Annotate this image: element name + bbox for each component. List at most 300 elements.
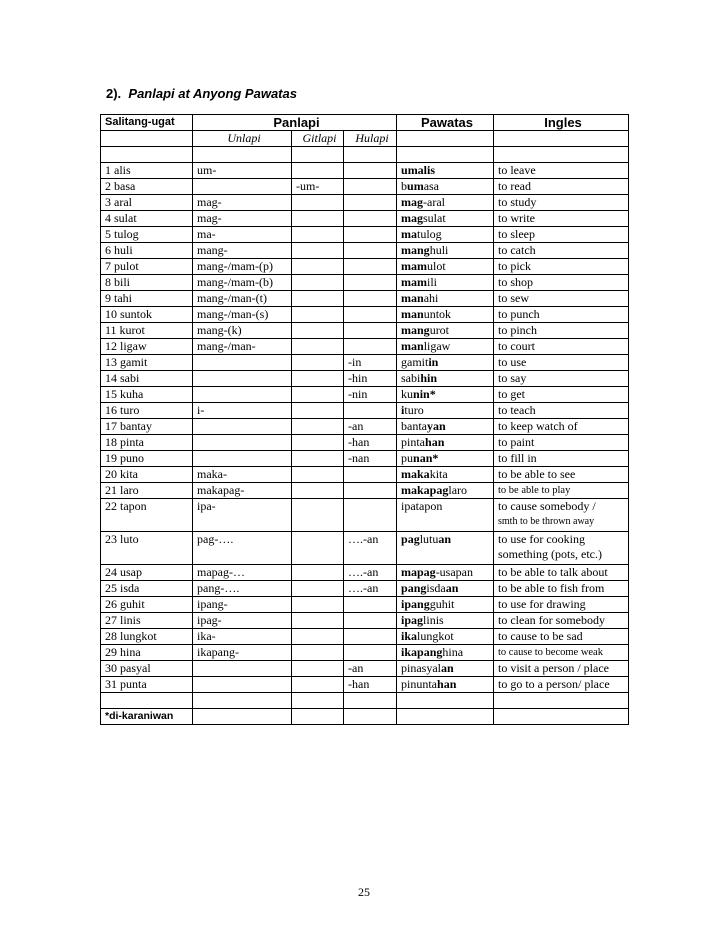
cell-english <box>494 661 629 677</box>
table-row <box>101 387 629 403</box>
cell-english <box>494 645 629 661</box>
cell-hulapi <box>344 613 397 629</box>
cell-pawatas <box>397 451 494 467</box>
cell-root: 15 kuha <box>101 387 193 403</box>
affix-segment: man <box>401 307 424 321</box>
table-row <box>101 195 629 211</box>
table-row <box>101 291 629 307</box>
cell-hulapi <box>344 323 397 339</box>
cell-root: 26 guhit <box>101 597 193 613</box>
cell-unlapi: ma- <box>193 227 292 243</box>
cell-unlapi <box>193 451 292 467</box>
cell-pawatas <box>397 371 494 387</box>
cell-unlapi: pag-…. <box>193 532 292 565</box>
cell-gitlapi <box>292 435 344 451</box>
affix-segment: hin <box>420 371 438 385</box>
english-line: to cause to be sad <box>498 629 583 643</box>
root-segment: ligaw <box>423 339 451 353</box>
cell-english <box>494 613 629 629</box>
section-heading <box>106 86 297 101</box>
cell-english <box>494 275 629 291</box>
english-line: to be able to play <box>498 485 571 496</box>
affix-segment: man <box>401 291 424 305</box>
cell-english <box>494 195 629 211</box>
cell-gitlapi <box>292 227 344 243</box>
table-row <box>101 179 629 195</box>
table-row <box>101 355 629 371</box>
root-segment: tulog <box>417 227 442 241</box>
cell-gitlapi <box>292 419 344 435</box>
cell-gitlapi <box>292 307 344 323</box>
root-segment: sabi <box>401 371 421 385</box>
cell-gitlapi <box>292 483 344 499</box>
root-segment: huli <box>429 243 449 257</box>
cell-pawatas <box>397 195 494 211</box>
cell-root: 27 linis <box>101 613 193 629</box>
affix-segment: makapag <box>401 483 449 497</box>
cell-unlapi: ipa- <box>193 499 292 532</box>
table-row <box>101 275 629 291</box>
root-segment: guhit <box>429 597 455 611</box>
cell-hulapi: -an <box>344 419 397 435</box>
english-line: to keep watch of <box>498 419 578 433</box>
cell-pawatas <box>397 565 494 581</box>
cell-unlapi <box>193 677 292 693</box>
cell-pawatas <box>397 645 494 661</box>
table-row <box>101 532 629 565</box>
table-row <box>101 661 629 677</box>
cell-english <box>494 419 629 435</box>
cell-unlapi: ikapang- <box>193 645 292 661</box>
cell-english <box>494 259 629 275</box>
cell-english <box>494 629 629 645</box>
cell-unlapi: mang-(k) <box>193 323 292 339</box>
cell-gitlapi <box>292 323 344 339</box>
cell-pawatas <box>397 339 494 355</box>
cell-gitlapi: -um- <box>292 179 344 195</box>
root-segment: pinasyal <box>401 661 442 675</box>
cell-gitlapi <box>292 211 344 227</box>
table-row <box>101 339 629 355</box>
cell-pawatas <box>397 661 494 677</box>
cell-gitlapi <box>292 565 344 581</box>
english-line: to use <box>498 355 527 369</box>
affix-segment: yan <box>427 419 446 433</box>
subheader-gitlapi: Gitlapi <box>292 131 344 147</box>
cell-gitlapi <box>292 451 344 467</box>
root-segment: urot <box>429 323 450 337</box>
cell-english <box>494 291 629 307</box>
cell-root: 12 ligaw <box>101 339 193 355</box>
subheader-hulapi: Hulapi <box>344 131 397 147</box>
footnote-row <box>101 709 629 725</box>
footnote-label: *di-karaniwan <box>101 709 193 725</box>
cell-root: 16 turo <box>101 403 193 419</box>
english-line: to study <box>498 195 537 209</box>
root-segment: pinunta <box>401 677 438 691</box>
cell-hulapi: -nin <box>344 387 397 403</box>
cell-gitlapi <box>292 677 344 693</box>
cell-pawatas <box>397 435 494 451</box>
english-line: to write <box>498 211 536 225</box>
root-segment: turo <box>404 403 424 417</box>
cell-unlapi: um- <box>193 163 292 179</box>
table-row <box>101 259 629 275</box>
cell-english <box>494 371 629 387</box>
affix-segment: an <box>445 581 459 595</box>
cell-english <box>494 597 629 613</box>
affix-table <box>100 114 629 725</box>
cell-gitlapi <box>292 387 344 403</box>
root-segment: linis <box>423 613 444 627</box>
cell-english <box>494 565 629 581</box>
cell-gitlapi <box>292 243 344 259</box>
cell-hulapi <box>344 307 397 323</box>
affix-segment: man <box>401 339 424 353</box>
english-line: to say <box>498 371 527 385</box>
cell-hulapi: -han <box>344 435 397 451</box>
table-row <box>101 163 629 179</box>
table-row <box>101 435 629 451</box>
english-line: to be able to fish from <box>498 581 605 595</box>
cell-root: 1 alis <box>101 163 193 179</box>
cell-english <box>494 532 629 565</box>
header-row <box>101 115 629 131</box>
english-line: to teach <box>498 403 536 417</box>
cell-hulapi: -hin <box>344 371 397 387</box>
cell-unlapi <box>193 179 292 195</box>
cell-pawatas <box>397 291 494 307</box>
cell-pawatas <box>397 677 494 693</box>
root-segment: ipatapon <box>401 499 443 513</box>
cell-english <box>494 451 629 467</box>
cell-english <box>494 581 629 597</box>
english-line: to fill in <box>498 451 537 465</box>
english-line: to punch <box>498 307 540 321</box>
cell-unlapi: ipang- <box>193 597 292 613</box>
cell-unlapi: mang-/mam-(b) <box>193 275 292 291</box>
cell-pawatas <box>397 419 494 435</box>
root-segment: isda <box>426 581 446 595</box>
english-line: to go to a person/ place <box>498 677 610 691</box>
cell-pawatas <box>397 581 494 597</box>
root-segment: gamit <box>401 355 429 369</box>
cell-gitlapi <box>292 291 344 307</box>
cell-hulapi: -nan <box>344 451 397 467</box>
english-line: to get <box>498 387 526 401</box>
english-line: to court <box>498 339 536 353</box>
cell-gitlapi <box>292 613 344 629</box>
subheader-unlapi: Unlapi <box>193 131 292 147</box>
english-line: to catch <box>498 243 536 257</box>
english-line: to visit a person / place <box>498 661 609 675</box>
cell-gitlapi <box>292 403 344 419</box>
cell-root: 18 pinta <box>101 435 193 451</box>
cell-hulapi <box>344 499 397 532</box>
english-line: to pick <box>498 259 532 273</box>
affix-segment: um <box>407 179 424 193</box>
cell-gitlapi <box>292 339 344 355</box>
english-line: to leave <box>498 163 536 177</box>
cell-pawatas <box>397 275 494 291</box>
root-segment: -aral <box>423 195 445 209</box>
cell-root: 22 tapon <box>101 499 193 532</box>
affix-segment: ika <box>401 629 418 643</box>
cell-hulapi: -han <box>344 677 397 693</box>
root-segment: asa <box>423 179 440 193</box>
cell-unlapi: ipag- <box>193 613 292 629</box>
english-line: to sleep <box>498 227 536 241</box>
table-row <box>101 581 629 597</box>
cell-hulapi <box>344 339 397 355</box>
cell-hulapi: ….-an <box>344 532 397 565</box>
cell-root: 6 huli <box>101 243 193 259</box>
affix-segment: pang <box>401 581 427 595</box>
cell-pawatas <box>397 259 494 275</box>
root-segment: lutu <box>419 532 439 546</box>
english-line: to clean for somebody <box>498 613 605 627</box>
cell-unlapi: mang-/man-(t) <box>193 291 292 307</box>
cell-pawatas <box>397 597 494 613</box>
spacer-row <box>101 147 629 163</box>
table-row <box>101 677 629 693</box>
subheader-empty <box>397 131 494 147</box>
affix-segment: an <box>438 532 452 546</box>
affix-segment: umalis <box>401 163 436 177</box>
cell-pawatas <box>397 307 494 323</box>
english-line: to cause somebody / <box>498 499 596 513</box>
cell-english <box>494 323 629 339</box>
cell-gitlapi <box>292 629 344 645</box>
subheader-empty <box>101 131 193 147</box>
affix-segment: mag <box>401 211 424 225</box>
cell-unlapi <box>193 355 292 371</box>
english-line: smth to be thrown away <box>498 516 595 527</box>
root-segment: untok <box>423 307 452 321</box>
header-ingles: Ingles <box>494 115 629 131</box>
cell-root: 14 sabi <box>101 371 193 387</box>
root-segment: sulat <box>423 211 446 225</box>
affix-segment: mam <box>401 275 428 289</box>
table-row <box>101 467 629 483</box>
cell-english <box>494 467 629 483</box>
cell-unlapi: pang-…. <box>193 581 292 597</box>
root-segment: ulot <box>427 259 446 273</box>
english-line: to shop <box>498 275 534 289</box>
cell-root: 9 tahi <box>101 291 193 307</box>
cell-hulapi <box>344 403 397 419</box>
cell-gitlapi <box>292 275 344 291</box>
cell-pawatas <box>397 163 494 179</box>
cell-hulapi <box>344 259 397 275</box>
cell-english <box>494 677 629 693</box>
root-segment: banta <box>401 419 428 433</box>
affix-segment: mam <box>401 259 428 273</box>
cell-hulapi <box>344 227 397 243</box>
affix-segment: an <box>441 661 454 675</box>
table-row <box>101 243 629 259</box>
english-line: to use for drawing <box>498 597 586 611</box>
cell-hulapi: -an <box>344 661 397 677</box>
affix-segment: han <box>437 677 457 691</box>
section-title: Panlapi at Anyong Pawatas <box>128 86 297 101</box>
cell-hulapi <box>344 179 397 195</box>
cell-pawatas <box>397 355 494 371</box>
affix-segment: i <box>401 403 405 417</box>
cell-gitlapi <box>292 645 344 661</box>
cell-english <box>494 435 629 451</box>
affix-segment: maka <box>401 467 430 481</box>
cell-unlapi: makapag- <box>193 483 292 499</box>
cell-hulapi <box>344 483 397 499</box>
cell-pawatas <box>397 629 494 645</box>
header-panlapi: Panlapi <box>193 115 397 131</box>
cell-english <box>494 243 629 259</box>
cell-root: 4 sulat <box>101 211 193 227</box>
cell-unlapi: mang- <box>193 243 292 259</box>
affix-segment: han <box>425 435 445 449</box>
cell-unlapi: i- <box>193 403 292 419</box>
header-pawatas: Pawatas <box>397 115 494 131</box>
cell-english <box>494 403 629 419</box>
cell-hulapi <box>344 211 397 227</box>
affix-segment: ma <box>401 227 418 241</box>
cell-pawatas <box>397 179 494 195</box>
cell-gitlapi <box>292 195 344 211</box>
cell-root: 24 usap <box>101 565 193 581</box>
cell-gitlapi <box>292 532 344 565</box>
english-line: to use for cooking <box>498 532 585 546</box>
table-row <box>101 403 629 419</box>
cell-hulapi: ….-an <box>344 565 397 581</box>
table-row <box>101 371 629 387</box>
header-salitang-ugat: Salitang-ugat <box>101 115 193 131</box>
cell-pawatas <box>397 499 494 532</box>
root-segment: laro <box>448 483 468 497</box>
cell-gitlapi <box>292 371 344 387</box>
cell-english <box>494 355 629 371</box>
cell-pawatas <box>397 467 494 483</box>
cell-pawatas <box>397 483 494 499</box>
cell-root: 31 punta <box>101 677 193 693</box>
table-row <box>101 645 629 661</box>
cell-gitlapi <box>292 499 344 532</box>
cell-english <box>494 211 629 227</box>
affix-segment: mang <box>401 243 430 257</box>
cell-root: 7 pulot <box>101 259 193 275</box>
affix-segment: ipag <box>401 613 424 627</box>
affix-segment: ikapang <box>401 645 443 659</box>
english-line: something (pots, etc.) <box>498 547 602 561</box>
table-row <box>101 499 629 532</box>
affix-segment: nan* <box>413 451 439 465</box>
cell-unlapi: mang-/man- <box>193 339 292 355</box>
cell-root: 20 kita <box>101 467 193 483</box>
cell-hulapi <box>344 597 397 613</box>
cell-pawatas <box>397 243 494 259</box>
page-number: 25 <box>358 885 370 899</box>
cell-root: 11 kurot <box>101 323 193 339</box>
cell-pawatas <box>397 211 494 227</box>
cell-root: 2 basa <box>101 179 193 195</box>
cell-unlapi <box>193 419 292 435</box>
table-row <box>101 227 629 243</box>
cell-english <box>494 339 629 355</box>
table-row <box>101 451 629 467</box>
affix-segment: mang <box>401 323 430 337</box>
table-row <box>101 565 629 581</box>
cell-unlapi: ika- <box>193 629 292 645</box>
cell-unlapi <box>193 435 292 451</box>
english-line: to pinch <box>498 323 538 337</box>
cell-unlapi: mapag-… <box>193 565 292 581</box>
cell-english <box>494 227 629 243</box>
cell-hulapi <box>344 629 397 645</box>
cell-gitlapi <box>292 355 344 371</box>
english-line: to be able to talk about <box>498 565 608 579</box>
cell-root: 8 bili <box>101 275 193 291</box>
cell-unlapi: maka- <box>193 467 292 483</box>
english-line: to cause to become weak <box>498 647 603 658</box>
spacer-row <box>101 693 629 709</box>
subheader-empty <box>494 131 629 147</box>
cell-unlapi <box>193 661 292 677</box>
cell-pawatas <box>397 387 494 403</box>
root-segment: -usapan <box>435 565 474 579</box>
cell-unlapi: mang-/mam-(p) <box>193 259 292 275</box>
cell-gitlapi <box>292 467 344 483</box>
cell-unlapi <box>193 387 292 403</box>
cell-gitlapi <box>292 581 344 597</box>
cell-root: 19 puno <box>101 451 193 467</box>
cell-hulapi <box>344 291 397 307</box>
affix-segment: in <box>428 355 439 369</box>
cell-root: 5 tulog <box>101 227 193 243</box>
cell-hulapi <box>344 243 397 259</box>
cell-english <box>494 387 629 403</box>
cell-gitlapi <box>292 259 344 275</box>
english-line: to sew <box>498 291 530 305</box>
cell-english <box>494 483 629 499</box>
cell-english <box>494 307 629 323</box>
cell-english <box>494 179 629 195</box>
cell-pawatas <box>397 613 494 629</box>
table-row <box>101 419 629 435</box>
cell-root: 25 isda <box>101 581 193 597</box>
cell-english <box>494 499 629 532</box>
table-row <box>101 211 629 227</box>
cell-hulapi: ….-an <box>344 581 397 597</box>
affix-segment: mapag <box>401 565 436 579</box>
english-line: to read <box>498 179 531 193</box>
root-segment: pu <box>401 451 414 465</box>
cell-pawatas <box>397 323 494 339</box>
table-row <box>101 613 629 629</box>
cell-root: 23 luto <box>101 532 193 565</box>
cell-gitlapi <box>292 597 344 613</box>
table-row <box>101 323 629 339</box>
root-segment: ili <box>427 275 438 289</box>
root-segment: pinta <box>401 435 426 449</box>
cell-hulapi: -in <box>344 355 397 371</box>
cell-hulapi <box>344 275 397 291</box>
root-segment: b <box>401 179 408 193</box>
cell-hulapi <box>344 645 397 661</box>
table-row <box>101 597 629 613</box>
table-row <box>101 629 629 645</box>
cell-root: 17 bantay <box>101 419 193 435</box>
table-row <box>101 307 629 323</box>
